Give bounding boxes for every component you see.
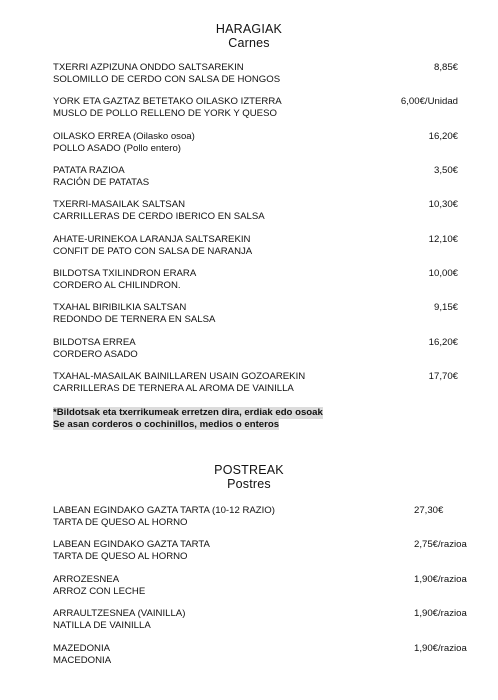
roast-note (53, 407, 323, 430)
item-name-basque: PATATA RAZIOA (53, 165, 125, 176)
menu-item (53, 371, 458, 394)
item-price: 9,15€ (433, 302, 458, 313)
menu-item (53, 505, 458, 528)
item-name-basque: BILDOTSA TXILINDRON ERARA (53, 268, 197, 279)
item-name-spanish: CARRILLERAS DE CERDO IBERICO EN SALSA (53, 210, 265, 222)
item-name-basque: ARROZESNEA (53, 574, 120, 585)
item-price: 8,85€ (433, 62, 458, 73)
item-price: 16,20€ (428, 131, 458, 142)
item-name-basque: YORK ETA GAZTAZ BETETAKO OILASKO IZTERRA (53, 96, 282, 107)
section-title: HARAGIAK (215, 22, 283, 36)
item-name-basque: OILASKO ERREA (Oilasko osoa) (53, 131, 195, 142)
item-name-basque: AHATE-URINEKOA LARANJA SALTSAREKIN (53, 234, 251, 245)
item-name-basque: LABEAN EGINDAKO GAZTA TARTA (10-12 RAZIO) (53, 505, 275, 516)
item-name-spanish: CARRILLERAS DE TERNERA AL AROMA DE VAINILLA (53, 382, 294, 394)
menu-item (53, 96, 458, 119)
section-title: POSTREAK (214, 463, 284, 477)
item-name-spanish: MACEDONIA (53, 654, 112, 666)
item-price: 12,10€ (428, 234, 458, 245)
item-price: 10,30€ (428, 199, 458, 210)
item-price: 27,30€ (414, 505, 444, 516)
menu-item (53, 268, 458, 291)
section-subtitle: Postres (227, 477, 271, 491)
menu-item (53, 302, 458, 325)
item-name-basque: BILDOTSA ERREA (53, 337, 136, 348)
menu-item (53, 643, 467, 666)
menu-item (53, 199, 458, 222)
item-name-spanish: CORDERO AL CHILINDRON. (53, 279, 181, 291)
item-name-spanish: CORDERO ASADO (53, 348, 138, 360)
menu-item (53, 539, 467, 562)
menu-item (53, 131, 458, 154)
item-price: 2,75€/razioa (414, 539, 467, 550)
item-name-spanish: TARTA DE QUESO AL HORNO (53, 516, 188, 528)
section-subtitle: Carnes (228, 36, 270, 50)
item-price: 17,70€ (428, 371, 458, 382)
item-name-spanish: SOLOMILLO DE CERDO CON SALSA DE HONGOS (53, 73, 281, 85)
menu-item (53, 165, 458, 188)
item-name-basque: LABEAN EGINDAKO GAZTA TARTA (53, 539, 210, 550)
item-price: 10,00€ (428, 268, 458, 279)
item-price: 3,50€ (433, 165, 458, 176)
item-name-spanish: NATILLA DE VAINILLA (53, 619, 151, 631)
section-header-carnes (0, 22, 498, 50)
item-name-basque: MAZEDONIA (53, 643, 111, 654)
item-price: 1,90€/razioa (414, 574, 467, 585)
item-name-spanish: POLLO ASADO (Pollo entero) (53, 142, 181, 154)
item-name-basque: TXERRI AZPIZUNA ONDDO SALTSAREKIN (53, 62, 244, 73)
section-header-postres (0, 463, 498, 491)
item-name-basque: TXAHAL-MASAILAK BAINILLAREN USAIN GOZOAREKIN (53, 371, 306, 382)
item-name-spanish: CONFIT DE PATO CON SALSA DE NARANJA (53, 245, 253, 257)
item-price: 1,90€/razioa (414, 643, 467, 654)
menu-item (53, 62, 458, 85)
menu-item (53, 574, 467, 597)
item-name-spanish: ARROZ CON LECHE (53, 585, 146, 597)
menu-item (53, 337, 458, 360)
note-spanish: Se asan corderos o cochinillos, medios o enteros (53, 418, 280, 430)
item-name-basque: TXERRI-MASAILAK SALTSAN (53, 199, 186, 210)
item-price: 6,00€/Unidad (400, 96, 458, 107)
item-price: 16,20€ (428, 337, 458, 348)
item-name-spanish: MUSLO DE POLLO RELLENO DE YORK Y QUESO (53, 107, 277, 119)
item-price: 1,90€/razioa (414, 608, 467, 619)
item-name-spanish: TARTA DE QUESO AL HORNO (53, 550, 188, 562)
menu-item (53, 608, 467, 631)
note-basque: *Bildotsak eta txerrikumeak erretzen dira, erdiak edo osoak (53, 407, 323, 418)
item-name-spanish: REDONDO DE TERNERA EN SALSA (53, 313, 216, 325)
item-name-spanish: RACIÓN DE PATATAS (53, 176, 150, 188)
item-name-basque: ARRAULTZESNEA (VAINILLA) (53, 608, 186, 619)
item-name-basque: TXAHAL BIRIBILKIA SALTSAN (53, 302, 187, 313)
menu-item (53, 234, 458, 257)
